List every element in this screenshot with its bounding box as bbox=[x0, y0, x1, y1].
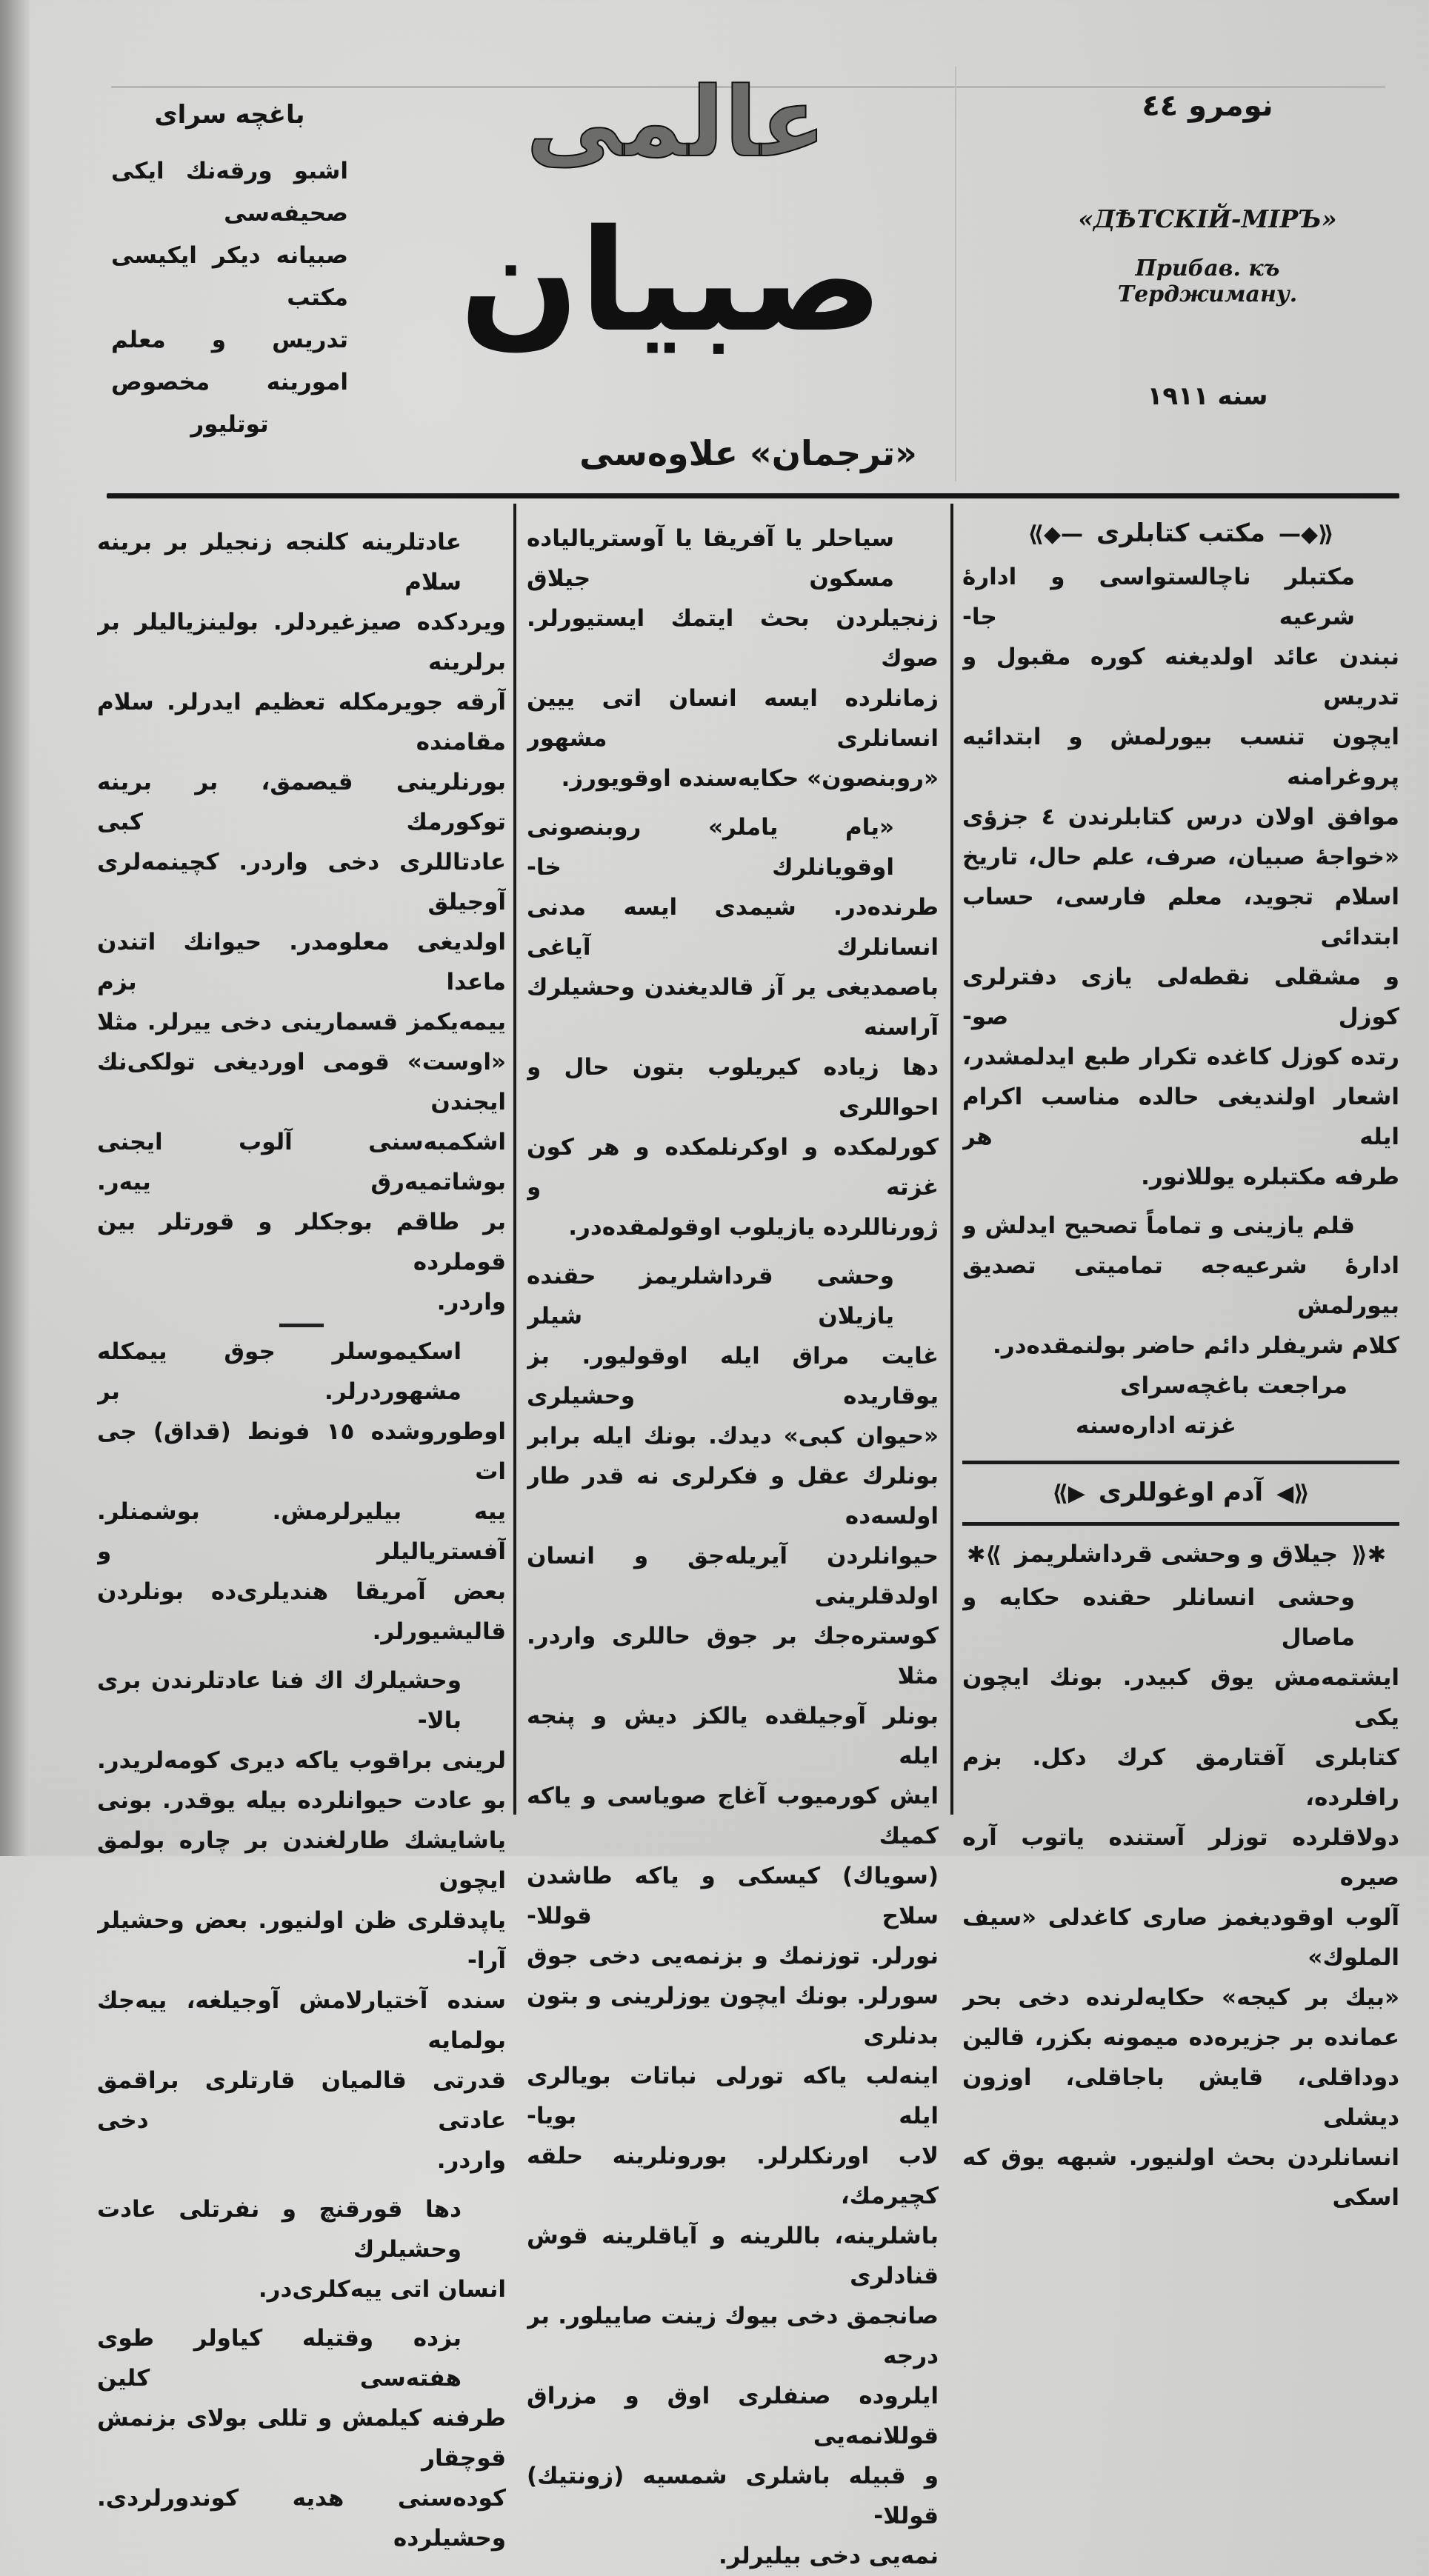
text-line: اشکمبه‌سنی آلوب ایجنی بوشاتمیه‌رق ییه‌ر. bbox=[97, 1129, 506, 1195]
text-line: کورلمکده و اوکرنلمکده و هر کون غزته و bbox=[527, 1134, 939, 1201]
text-line: کوده‌سنی هدیه کوندورلردی. وحشیلرده bbox=[97, 2485, 506, 2552]
text-line: بونلرك عقل و فکرلری نه قدر طار اولسه‌ده bbox=[527, 1463, 939, 1529]
text-line: اسکیموسلر جوق ییمکله مشهوردرلر. بر bbox=[97, 1338, 462, 1405]
text-line: سورلر. بونك ایچون یوزلرینی و بتون بدنلری bbox=[527, 1983, 939, 2049]
text-line: رتده کوزل کاغده تکرار طبع ایدلمشدر، bbox=[962, 1044, 1399, 1070]
text-line: «بیك بر کیجه» حکایه‌لرنده دخی بحر bbox=[962, 1984, 1399, 2011]
logo-word-alem: عالمی bbox=[526, 66, 827, 178]
text-line: (سویاك) کیسکی و یاکه طاشدن سلاح قوللا- bbox=[527, 1863, 939, 1929]
ornament-icon: ⟪◆— bbox=[1278, 521, 1334, 547]
text-line: زنجیلردن بحث ایتمك ایستیورلر. صوك bbox=[527, 605, 939, 672]
text-line: ایلروده صنفلری اوق و مزراق قوللانمه‌یی bbox=[527, 2383, 939, 2449]
text-line: بر طاقم بوجکلر و قورتلر بین قوملرده bbox=[97, 1209, 506, 1275]
article-body bbox=[962, 1578, 1399, 2218]
text-line: سنده آختیارلامش آوجیلغه، ییه‌جك بولمایه bbox=[97, 1987, 506, 2054]
text-line: «روبنصون» حکایه‌سنده اوقویورز. bbox=[561, 765, 939, 792]
text-line: نمه‌یی دخی بیلیرلر. bbox=[718, 2543, 939, 2569]
ornament-icon: ⟫✱ bbox=[967, 1542, 1002, 1568]
paragraph bbox=[97, 2318, 506, 2558]
text-line: بورنلرینی قیصمق، بر برینه توکورمك کبی bbox=[97, 769, 506, 835]
paragraph bbox=[97, 522, 506, 1322]
paragraph-gap bbox=[962, 1197, 1399, 1206]
text-line: دوداقلی، قایش باجاقلی، اوزون دیشلی bbox=[962, 2064, 1399, 2131]
text-line: بونلر آوجیلقده یالکز دیش و پنجه ایله bbox=[527, 1703, 939, 1769]
text-line: قلم یازینی و تماماً تصحیح ایدلش و bbox=[962, 1212, 1355, 1239]
note-line: اشبو ورقه‌نك ایکی صحیفه‌سی bbox=[111, 158, 348, 227]
text-line: ایچون تنسب بیورلمش و ابتدائیه پروغرامنه bbox=[962, 724, 1399, 790]
text-line: قدرتی قالمیان قارتلری براقمق عادتی دخی bbox=[97, 2067, 506, 2134]
text-line: بعض آمریقا هندیلری‌ده بونلردن قالیشیورلر. bbox=[97, 1578, 506, 1645]
issue-year: سنه ١٩١١ bbox=[1147, 381, 1268, 411]
text-line: غایت مراق ایله اوقولیور. بز یوقاریده وحشیلری bbox=[527, 1343, 939, 1409]
text-line: آلوب اوقودیغمز صاری کاغدلی «سیف الملوك» bbox=[962, 1904, 1399, 1971]
text-line: ییمه‌یکمز قسمارینی دخی ییرلر. مثلا bbox=[97, 1009, 506, 1035]
text-line: «خواجهٔ صبیان، صرف، علم حال، تاریخ bbox=[962, 844, 1399, 870]
text-line: موافق اولان درس کتابلرندن ٤ جزؤی bbox=[962, 804, 1399, 830]
paragraph-gap bbox=[527, 1247, 939, 1256]
paragraph bbox=[97, 2189, 506, 2309]
text-line: لرینی براقوب یاکه دیری کومه‌لریدر. bbox=[97, 1747, 506, 1774]
russian-title: «ДѢТСКІЙ-МІРЪ» bbox=[1078, 204, 1337, 233]
text-line: اسلام تجوید، معلم فارسی، حساب ابتدائی bbox=[962, 884, 1399, 950]
text-line: صانجمق دخی بیوك زینت صاییلور. بر درجه bbox=[527, 2303, 939, 2369]
text-line: ییه بیلیرلرمش. بوشمنلر. آفستریالیلر و bbox=[97, 1498, 506, 1565]
text-line: وحشی انسانلر حقنده حکایه و ماصال bbox=[962, 1584, 1355, 1651]
text-line: اشعار اولندیغی حالده مناسب اکرام ایله هر bbox=[962, 1084, 1399, 1150]
paragraph bbox=[962, 557, 1399, 1197]
section-heading-text: آدم اوغوللری bbox=[1098, 1478, 1264, 1507]
section-heading bbox=[962, 1470, 1399, 1516]
ornament-icon: —◆⟫ bbox=[1027, 521, 1084, 547]
masthead-subtitle: «ترجمان» علاوه‌سی bbox=[579, 433, 917, 473]
text-line: یاشایشك طارلغندن بر چاره بولمق ایچون bbox=[97, 1827, 506, 1894]
masthead-rule bbox=[107, 493, 1399, 498]
paragraph bbox=[97, 1661, 506, 2180]
separator-dash bbox=[279, 1324, 324, 1327]
text-line: طرفنه کیلمش و تللی بولای بزنمش قوچقار bbox=[97, 2405, 506, 2472]
text-line: عادتلرینه کلنجه زنجیلر بر برینه سلام bbox=[97, 529, 462, 595]
text-line: وحشی قرداشلریمز حقنده یازیلان شیلر bbox=[527, 1263, 894, 1329]
ad-address bbox=[962, 1366, 1399, 1446]
text-line: و مشقلی نقطه‌لی یازی دفترلری کوزل صو- bbox=[962, 964, 1399, 1030]
text-line: لاب اورنکلرلر. بورونلرینه حلقه کچیرمك، bbox=[527, 2143, 939, 2209]
column-left bbox=[97, 522, 506, 2558]
article-title-text: جیلاق و وحشی قرداشلریمز bbox=[1014, 1540, 1339, 1568]
paragraph bbox=[527, 807, 939, 1247]
text-line: کتابلری آقتارمق کرك دکل. بزم رافلرده، bbox=[962, 1744, 1399, 1811]
text-line: ژورناللرده یازیلوب اوقولمقده‌در. bbox=[568, 1214, 939, 1241]
paragraph bbox=[97, 1332, 506, 1652]
text-line: ویردکده صیزغیردلر. بولینزیالیلر بر برلرینه bbox=[97, 609, 506, 675]
text-line: طرفه مکتبلره یوللانور. bbox=[1141, 1164, 1399, 1190]
text-line: دولاقلرده توزلر آستنده یاتوب آره صیره bbox=[962, 1824, 1399, 1891]
text-line: دها قورقنچ و نفرتلی عادت وحشیلرك bbox=[97, 2196, 462, 2263]
text-line: اینه‌لب یاکه تورلی نباتات بویالری ایله بویا- bbox=[527, 2063, 939, 2129]
header-issue-info bbox=[1052, 89, 1363, 411]
column-divider bbox=[513, 504, 516, 1815]
text-line: انسان اتی ییه‌کلری‌در. bbox=[258, 2276, 506, 2303]
paragraph-gap bbox=[97, 1652, 506, 1661]
text-line: «یام یاملر» روبنصونی اوقویانلرك خا- bbox=[527, 814, 894, 881]
ornament-icon: ⟪◀ bbox=[1276, 1481, 1310, 1506]
ad-body bbox=[962, 557, 1399, 1366]
ornament-icon: ▶⟫ bbox=[1052, 1481, 1085, 1506]
text-line: اوطوروشده ١٥ فونط (قداق) جی ات bbox=[97, 1418, 506, 1485]
text-line: طرنده‌در. شیمدی ایسه مدنی انسانلرك آیاغی bbox=[527, 894, 939, 961]
text-line: دها زیاده کیریلوب بتون حال و احواللری bbox=[527, 1054, 939, 1121]
paragraph bbox=[527, 518, 939, 798]
section-rule bbox=[962, 1461, 1399, 1464]
text-line: عمانده بر جزیره‌ده میمونه بکزر، قالین bbox=[962, 2024, 1399, 2051]
logo-word-sibyan: صبیان bbox=[459, 199, 884, 363]
paragraph bbox=[527, 1256, 939, 2576]
paragraph-gap bbox=[527, 798, 939, 807]
text-line: باشلرینه، باللرینه و آیاقلرینه قوش قنادلری bbox=[527, 2223, 939, 2289]
paragraph bbox=[962, 1206, 1399, 1366]
paragraph-gap bbox=[97, 2309, 506, 2318]
section-rule bbox=[962, 1522, 1399, 1526]
address-line: غزته اداره‌سنه bbox=[1076, 1412, 1236, 1439]
text-line: آرقه جویرمکله تعظیم ایدرلر. سلام مقامنده bbox=[97, 689, 506, 755]
russian-supplement-note: Прибав. къ Терджиману. bbox=[1117, 256, 1298, 307]
issue-number: نومرو ٤٤ bbox=[1142, 89, 1273, 123]
text-line: مکتبلر ناچالستواسی و ادارهٔ شرعیه جا- bbox=[962, 564, 1355, 630]
ad-heading bbox=[962, 511, 1399, 557]
text-line: زمانلرده ایسه انسان اتی ییین انسانلری مشهور bbox=[527, 685, 939, 752]
text-line: واردر. bbox=[436, 2147, 506, 2174]
text-line: واردر. bbox=[436, 1289, 506, 1315]
article-title bbox=[962, 1532, 1399, 1578]
paragraph-gap bbox=[97, 2180, 506, 2189]
text-line: نبندن عائد اولدیغنه کوره مقبول و تدریس bbox=[962, 644, 1399, 710]
address-line: مراجعت باغچه‌سرای bbox=[1120, 1372, 1348, 1399]
text-line: حیوانلردن آیریله‌جق و انسان اولدقلرینی bbox=[527, 1543, 939, 1609]
ad-heading-text: مکتب کتابلری bbox=[1096, 518, 1265, 548]
text-line: عادتاللری دخی واردر. کچینمه‌لری آوجیلق bbox=[97, 849, 506, 915]
text-line: و قبیله باشلری شمسیه (زونتیك) قوللا- bbox=[527, 2463, 939, 2529]
text-line: باصمدیغی یر آز قالدیغندن وحشیلرك آراسنه bbox=[527, 974, 939, 1041]
note-line: صبیانه دیکر ایکیسی مکتب bbox=[111, 242, 348, 311]
text-line: یاپدقلری ظن اولنیور. بعض وحشیلر آرا- bbox=[97, 1907, 506, 1974]
note-line: توتلیور bbox=[190, 411, 269, 438]
page-edge-shadow bbox=[0, 0, 30, 1856]
publication-place: باغچه سرای bbox=[154, 100, 305, 130]
column-right bbox=[962, 511, 1399, 2218]
text-line: ادارهٔ شرعیه‌جه تمامیتی تصدیق بیورلمش bbox=[962, 1252, 1399, 1319]
column-divider bbox=[950, 504, 953, 1815]
text-line: بو عادت حیوانلرده بیله یوقدر. بونی bbox=[97, 1787, 506, 1814]
paragraph bbox=[962, 1578, 1399, 2218]
text-line: بزده وقتیله کیاولر طوی هفته‌سی کلین bbox=[97, 2325, 462, 2392]
text-line: ایش کورمیوب آغاج صویاسی و یاکه کمیك bbox=[527, 1783, 939, 1849]
masthead-logo bbox=[444, 67, 1015, 363]
ornament-icon: ✱⟪ bbox=[1351, 1542, 1386, 1568]
header-publisher-note bbox=[111, 100, 348, 446]
text-line: «اوست» قومی اوردیغی تولکی‌نك ایجندن bbox=[97, 1049, 506, 1115]
text-line: انسانلردن بحث اولنیور. شبهه یوق که اسکی bbox=[962, 2144, 1399, 2211]
text-line: کوستره‌جك بر جوق حاللری واردر. مثلا bbox=[527, 1623, 939, 1689]
text-line: ایشتمه‌مش یوق کبیدر. بونك ایچون یکی bbox=[962, 1664, 1399, 1731]
note-line: تدریس و معلم امورینه مخصوص bbox=[111, 327, 348, 396]
text-line: وحشیلرك اك فنا عادتلرندن بری بالا- bbox=[97, 1667, 462, 1734]
column-middle bbox=[527, 518, 939, 2576]
text-line: نورلر. توزنمك و بزنمه‌یی دخی جوق bbox=[527, 1943, 939, 1969]
text-line: اولدیغی معلومدر. حیوانك اتندن ماعدا بزم bbox=[97, 929, 506, 995]
text-line: کلام شریفلر دائم حاضر بولنمقده‌در. bbox=[992, 1332, 1399, 1359]
text-line: سیاحلر یا آفریقا یا آوستریالیاده مسکون جیلاق bbox=[527, 525, 894, 592]
text-line: «حیوان کبی» دیدك. بونك ایله برابر bbox=[527, 1423, 939, 1449]
